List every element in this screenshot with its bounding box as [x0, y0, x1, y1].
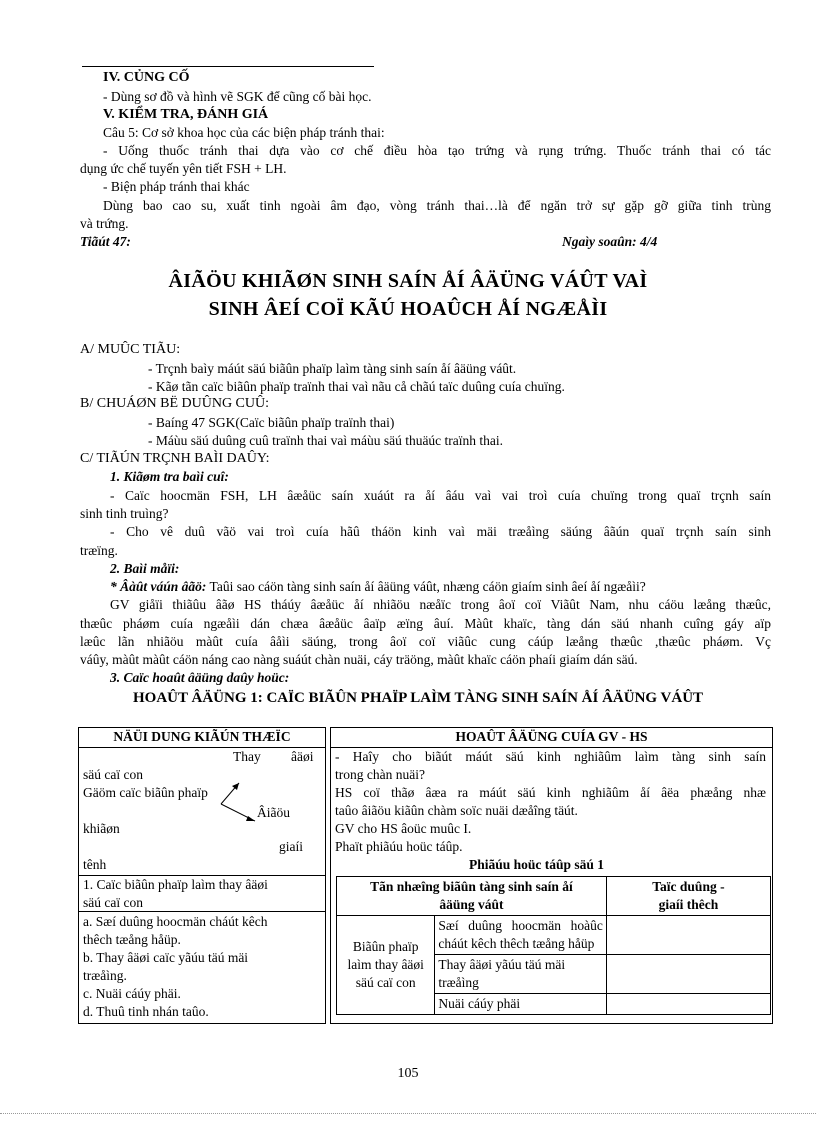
old-q2b: træïng.: [80, 543, 118, 558]
section4-line: - Dùng sơ đồ và hình vẽ SGK để cũng cố bài học.: [103, 89, 372, 104]
top-rule: [82, 66, 374, 67]
old-q1b: sinh tinh truìng?: [80, 506, 169, 521]
activity-read: GV cho HS âoüc muûc I.: [335, 821, 472, 836]
ws-group-cell: Biãûn phaïp laìm thay âäøi säú caï con: [337, 916, 435, 1015]
item-a-line1: a. Sæí duûng hoocmän cháút kêch: [83, 914, 268, 929]
old-q2a: - Cho vê duû vãö vai troì cuía hãû tháön kinh vaì mäi træåìng säúng âãún quaï trçnh saín sinh: [110, 524, 771, 539]
so-ca-con-label: säú caï con: [83, 767, 143, 782]
ws-header-1-line2: âäüng váût: [439, 897, 504, 912]
khien-label: khiãøn: [83, 821, 120, 836]
worksheet-table: [336, 876, 771, 1015]
section5-heading: V. KIỂM TRA, ĐÁNH GIÁ: [103, 107, 269, 122]
ws-effect-2[interactable]: [606, 955, 770, 994]
process-heading: C/ TIÃÚN TRÇNH BAÌI DAÛY:: [80, 451, 270, 466]
ws-method-2: Thay âäøi yãúu täú mäi træåìng: [435, 955, 606, 994]
ws-header-2: [606, 877, 770, 916]
gv-1d: váûy, màût màût cáön náng cao nàng suáút chàn nuäi, cáy träöng, màût khaïc cáön phaíi giaím dán säú.: [80, 652, 638, 667]
activity-a1a: HS coï thãø âæa ra máút säú kinh nghiãûm åí âëa phæång nhæ: [335, 785, 766, 800]
activity-q1b: trong chàn nuäi?: [335, 767, 425, 782]
dieu-label: Âiãöu: [257, 805, 290, 820]
intro-label: * Âàût váún âãö:: [110, 579, 207, 594]
activity-1-title: HOAÛT ÂÄÜNG 1: CAÏC BIÃÛN PHAÏP LAÌM TÀNG SINH SAÍN ÅÍ ÂÄÜNG VÁÛT: [133, 690, 704, 706]
thay-label: Thay: [233, 749, 261, 764]
left-content-cell: [79, 748, 326, 1024]
old-lesson-heading: 1. Kiãøm tra baìi cuî:: [110, 469, 229, 484]
objective-2: - Kãø tãn caïc biãûn phaïp traïnh thai vaì nãu cå chãú taïc duûng cuía chuïng.: [148, 379, 565, 394]
bottom-dotted-line: [0, 1113, 816, 1114]
prep-1: - Baíng 47 SGK(Caïc biãûn phaïp traïnh thai): [148, 415, 395, 430]
prep-heading: B/ CHUÁØN BË DUÛNG CUÛ:: [80, 396, 270, 411]
item-b-line2: træåìng.: [83, 968, 127, 983]
left-divider-3: [79, 911, 325, 912]
page-title-line2: SINH ÂEÍ COÏ KÃÚ HOAÛCH ÅÍ NGÆÅÌI: [208, 298, 608, 320]
branch-arrows: [79, 748, 325, 858]
intro-text: Taûi sao cáön tàng sinh saín åí âäüng váût, nhæng cáön giaím sinh âeí åí ngæåìi?: [206, 579, 646, 594]
lesson-number: Tiãút 47:: [80, 234, 131, 249]
gv-1a: GV giåïi thiãûu âãø HS tháúy âæåüc åí nhiãöu næåïc trong âoï coï Viãût Nam, nhu cáöu læång thæûc,: [110, 597, 771, 612]
section5-p1a: - Uống thuốc tránh thai dựa vào cơ chế điều hòa tạo trứng và rụng trứng. Thuốc tránh thai có tác: [103, 143, 771, 158]
section5-p1b: dụng ức chế tuyến yên tiết FSH + LH.: [80, 161, 287, 176]
gom-label: Gäöm caïc biãûn phaïp: [83, 785, 208, 800]
objective-1: - Trçnh baìy máút säú biãûn phaïp laìm tàng sinh saín åí âäüng váût.: [148, 361, 517, 376]
col1-header: NÄÜI DUNG KIÃÚN THÆÏC: [79, 728, 326, 748]
section5-p3a: Dùng bao cao su, xuất tinh ngoài âm đạo, vòng tránh thai…là để ngăn trở sự gặp gỡ giữa tinh trùng: [103, 198, 771, 213]
item-c: c. Nuäi cáúy phäi.: [83, 986, 181, 1001]
objectives-heading: A/ MUÛC TIÃU:: [80, 342, 181, 357]
worksheet-title: Phiãúu hoüc táûp säú 1: [469, 857, 605, 872]
giai-label: giaíi: [279, 839, 303, 854]
activity-q1a: - Haîy cho biãút máút säú kinh nghiãûm laìm tàng sinh saín: [335, 749, 766, 764]
ws-method-1: Sæí duûng hoocmän hoàûc cháút kêch thêch tæång håüp: [435, 916, 606, 955]
section5-question: Câu 5: Cơ sở khoa học của các biện pháp tránh thai:: [103, 125, 385, 140]
item-b-line1: b. Thay âäøi caïc yãúu täú mäi: [83, 950, 249, 965]
ws-header-2-line2: giaíi thêch: [658, 897, 719, 912]
activity-handout: Phaït phiãúu hoüc táûp.: [335, 839, 463, 854]
gv-1c: læûc lãn nhiãöu màût cuía âåìi säúng, trong âoï coï viãûc cung cáúp læång thæûc ,thæûc pháøm. Vç: [80, 634, 771, 649]
ws-effect-3[interactable]: [606, 994, 770, 1015]
doi-label: âäøi: [291, 749, 314, 764]
item-a-line2: thêch tæång håüp.: [83, 932, 181, 947]
ws-header-1: [337, 877, 607, 916]
activity-heading: 3. Caïc hoaût âäüng daûy hoüc:: [110, 670, 290, 685]
new-lesson-heading: 2. Baìi måïi:: [110, 561, 180, 576]
old-q1a: - Caïc hoocmän FSH, LH âæåüc saín xuáút ra åí âáu vaì vai troì cuía chuïng trong quaï trçnh saín: [110, 488, 771, 503]
tinh-label: tênh: [83, 857, 107, 872]
item1-line-b: säú caï con: [83, 895, 143, 910]
item1-line-a: 1. Caïc biãûn phaïp laìm thay âäøi: [83, 877, 268, 892]
intro-line: [110, 579, 646, 595]
col2-header: HOAÛT ÂÄÜNG CUÍA GV - HS: [331, 728, 773, 748]
ws-effect-1[interactable]: [606, 916, 770, 955]
ws-header-1-line1: Tãn nhæîng biãûn tàng sinh saín åí: [370, 879, 573, 894]
gv-1b: thæûc pháøm cuía ngæåìi dán chæa âæåüc âaïp æïng âuí. Màût khaïc, tàng dán säú nhanh cuîng gáy aïp: [80, 616, 771, 631]
page-title-line1: ÂIÃÖU KHIÃØN SINH SAÍN ÅÍ ÂÄÜNG VÁÛT VAÌ: [168, 270, 648, 292]
ws-header-2-line1: Taïc duûng -: [652, 879, 725, 894]
section4-heading: IV. CỦNG CỐ: [103, 70, 190, 85]
ws-method-3: Nuäi cáúy phäi: [435, 994, 606, 1015]
lesson-date: Ngaìy soaûn: 4/4: [562, 234, 658, 249]
arrow-up-head: [232, 783, 239, 790]
prep-2: - Máùu säú duûng cuû traïnh thai vaì máùu säú thuäúc traïnh thai.: [148, 433, 504, 448]
section5-p2: - Biện pháp tránh thai khác: [103, 179, 250, 194]
item-d: d. Thuû tinh nhán taûo.: [83, 1004, 209, 1019]
section5-p3b: và trứng.: [80, 216, 129, 231]
page-number: 105: [397, 1066, 419, 1081]
activity-a1b: taûo âiãöu kiãûn chàm soïc nuäi dæåîng täút.: [335, 803, 578, 818]
